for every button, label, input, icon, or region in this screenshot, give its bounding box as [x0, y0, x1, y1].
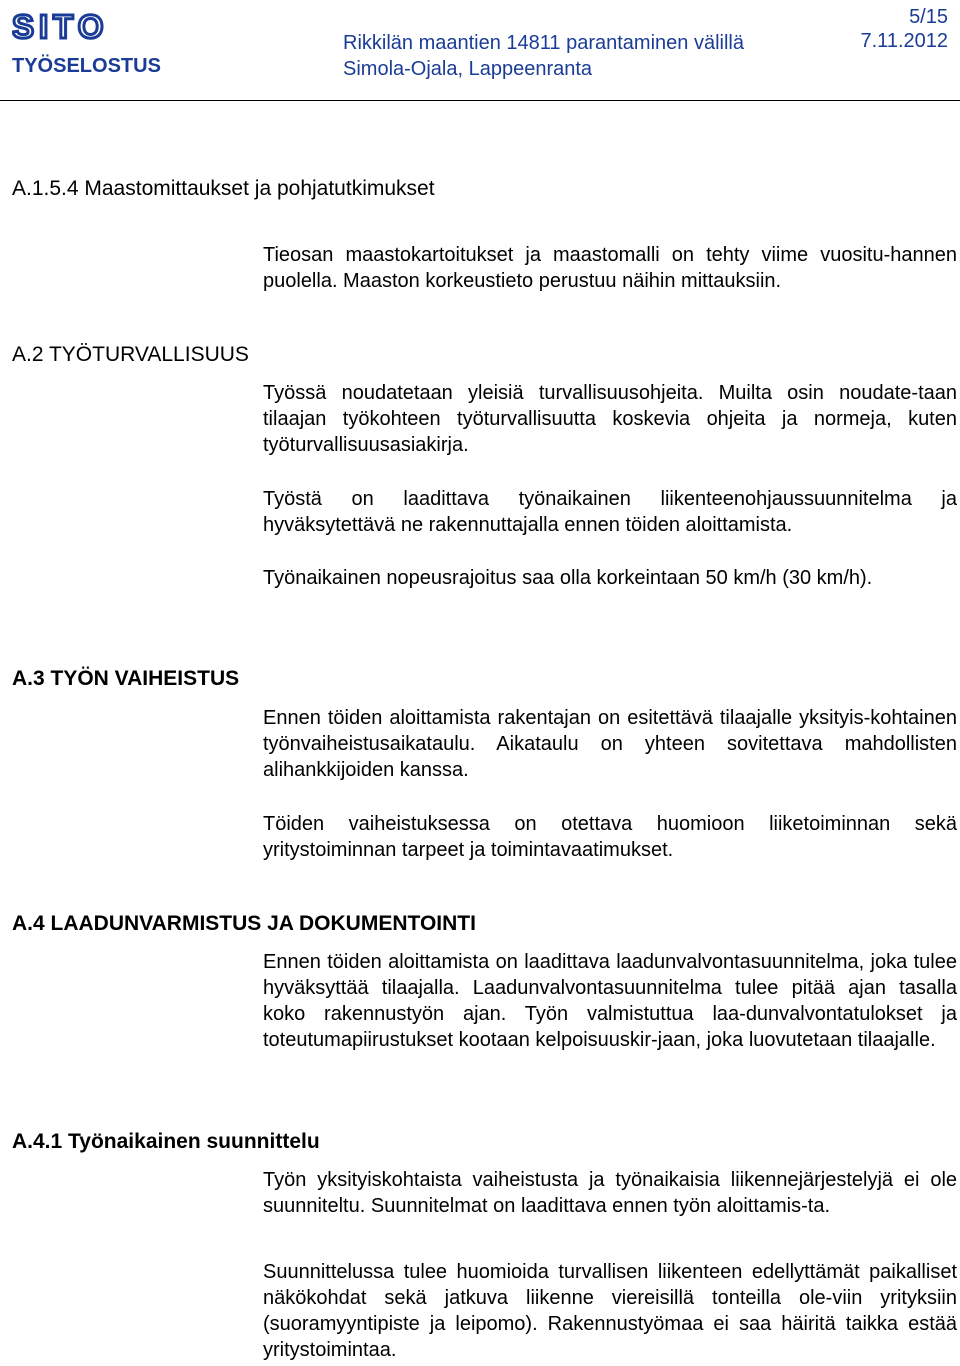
text-line: dunvalvontatulokset ja toteutumapiirustukset kootaan kelpoisuuskir- — [263, 1003, 957, 1051]
section-a2-paragraph-1 — [263, 380, 957, 458]
header-date: 7.11.2012 — [860, 30, 948, 52]
text-line: kohtainen työnvaiheistusaikataulu. Aikataulu on yhteen sovitettava — [263, 707, 957, 755]
text-line: Tieosan maastokartoitukset ja maastomalli on tehty viime vuositu- — [263, 244, 891, 266]
text-line: ei ole suunniteltu. Suunnitelmat on laadittava ennen työn aloittamis- — [263, 1169, 958, 1217]
section-heading-a4: A.4 LAADUNVARMISTUS JA DOKUMENTOINTI — [12, 912, 476, 935]
text-line: Suunnittelussa tulee huomioida turvallisen liikenteen edellyttämät — [263, 1261, 870, 1283]
text-line: mahdollisten alihankkijoiden kanssa. — [263, 733, 957, 781]
text-line: Työssä noudatetaan yleisiä turvallisuusohjeita. Muilta osin noudate- — [263, 382, 919, 404]
text-line: taan tilaajan työkohteen työturvallisuutta koskevia ohjeita ja normeja, — [263, 382, 957, 430]
section-heading-a3: A.3 TYÖN VAIHEISTUS — [12, 667, 240, 690]
sito-logo — [12, 10, 146, 42]
text-line: häiritä taikka estää yritystoimintaa. — [263, 1313, 957, 1361]
text-line: km/h). — [816, 567, 873, 589]
document-type: TYÖSELOSTUS — [12, 55, 161, 77]
text-line: pitää ajan tasalla koko rakennustyön ajan. Työn valmistuttua laa- — [263, 977, 957, 1025]
text-line: ta. — [807, 1195, 831, 1217]
section-heading-a41: A.4.1 Työnaikainen suunnittelu — [12, 1130, 320, 1153]
text-line: Työn yksityiskohtaista vaiheistusta ja työnaikaisia liikennejärjestelyjä — [263, 1169, 904, 1191]
text-line: viin yrityksiin (suoramyyntipiste ja leipomo). Rakennustyömaa ei saa — [263, 1287, 957, 1335]
section-a2-paragraph-3 — [263, 565, 957, 591]
logo-text: SITO — [12, 10, 109, 42]
project-title: Rikkilän maantien 14811 parantaminen välillä — [343, 32, 744, 54]
text-line: kuten työturvallisuusasiakirja. — [263, 408, 957, 456]
page-number: 5/15 — [909, 6, 948, 28]
section-a4-paragraph — [263, 949, 957, 1053]
text-line: Ennen töiden aloittamista on laadittava laadunvalvontasuunnitelma, — [263, 951, 871, 973]
text-line: Ennen töiden aloittamista rakentajan on esitettävä tilaajalle yksityis- — [263, 707, 871, 729]
section-a41-paragraph-2 — [263, 1259, 957, 1363]
text-line: hyväksytettävä ne rakennuttajalla ennen töiden aloittamista. — [263, 514, 793, 536]
section-a3-paragraph-2 — [263, 811, 957, 863]
header-project — [343, 30, 744, 82]
section-a3-paragraph-1 — [263, 705, 957, 783]
section-a154-paragraph — [263, 242, 957, 294]
text-line: paikalliset näkökohdat sekä jatkuva liikenne viereisillä tonteilla ole- — [263, 1261, 957, 1309]
header-divider — [0, 100, 960, 101]
text-line: joka tulee hyväksyttää tilaajalla. Laadunvalvontasuunnitelma tulee — [263, 951, 957, 999]
text-line: Työnaikainen nopeusrajoitus saa olla korkeintaan 50 km/h (30 — [263, 567, 817, 589]
text-line: Työstä on laadittava työnaikainen liikenteenohjaussuunnitelma ja — [263, 488, 957, 510]
text-line: Töiden vaiheistuksessa on otettava huomioon liiketoiminnan sekä — [263, 813, 957, 835]
text-line: jaan, joka luovutetaan tilaajalle. — [657, 1029, 936, 1051]
section-a2-paragraph-2 — [263, 486, 957, 538]
section-heading-a154: A.1.5.4 Maastomittaukset ja pohjatutkimukset — [12, 177, 435, 200]
project-location: Simola-Ojala, Lappeenranta — [343, 58, 593, 80]
text-line: yritystoiminnan tarpeet ja toimintavaatimukset. — [263, 839, 674, 861]
section-heading-a2: A.2 TYÖTURVALLISUUS — [12, 343, 249, 366]
section-a41-paragraph-1 — [263, 1167, 957, 1219]
text-line: hannen puolella. Maaston korkeustieto perustuu näihin mittauksiin. — [263, 244, 957, 292]
